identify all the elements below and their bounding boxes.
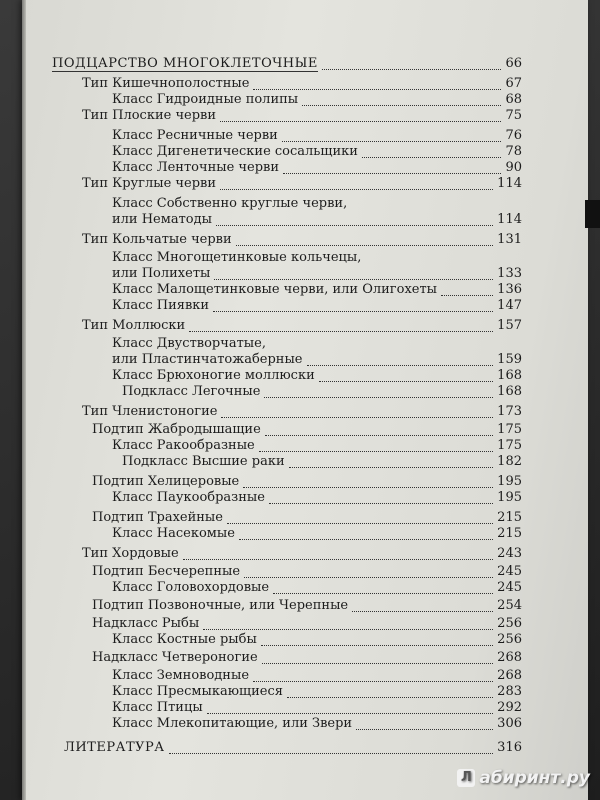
toc-entry-label: Надкласс Четвероногие xyxy=(92,650,258,665)
toc-entry-label: Класс Пиявки xyxy=(112,298,210,313)
toc-entry-page: 133 xyxy=(497,266,522,281)
toc-entry-label: Тип Членистоногие xyxy=(82,404,218,419)
toc-entry-label: Надкласс Рыбы xyxy=(92,616,200,631)
toc-entry-page: 245 xyxy=(497,564,522,579)
toc-entry-page: 292 xyxy=(497,700,522,715)
toc-entry-label: Класс Многощетинковые кольчецы, xyxy=(112,250,362,265)
dot-leader xyxy=(287,681,493,698)
toc-entry-label: Класс Насекомые xyxy=(112,526,235,541)
toc-entry-page: 147 xyxy=(497,298,522,313)
toc-entry-label: Подтип Жабродышащие xyxy=(92,422,261,437)
toc-entry xyxy=(52,716,522,732)
toc-entry-page: 159 xyxy=(497,352,522,367)
dot-leader xyxy=(213,295,493,312)
dot-leader xyxy=(169,737,493,754)
toc-entry-page: 256 xyxy=(497,632,522,647)
toc-entry-page: 243 xyxy=(497,546,522,561)
toc-entry-page: 268 xyxy=(497,668,522,683)
toc-entry xyxy=(52,740,522,756)
toc-entry-page: 136 xyxy=(497,282,522,297)
toc-entry-page: 283 xyxy=(497,684,522,699)
toc-entry-label: Тип Кольчатые черви xyxy=(82,232,232,247)
toc-entry-label: Класс Ракообразные xyxy=(112,438,255,453)
toc-entry-label: Класс Двустворчатые, xyxy=(112,336,266,351)
toc-entry-label: Подтип Хелицеровые xyxy=(92,474,240,489)
dot-leader xyxy=(269,487,493,504)
bookmark-ribbon xyxy=(585,200,600,228)
dot-leader xyxy=(265,419,493,436)
toc-entry-label: Подтип Бесчерепные xyxy=(92,564,241,579)
toc-entry xyxy=(52,212,522,228)
dot-leader xyxy=(203,613,493,630)
toc-entry-label: или Полихеты xyxy=(112,266,211,281)
dot-leader xyxy=(319,365,493,382)
toc-entry-label: Класс Собственно круглые черви, xyxy=(112,196,348,211)
dot-leader xyxy=(261,629,493,646)
dot-leader xyxy=(262,647,493,664)
toc-entry-label: Класс Малощетинковые черви, или Олигохеты xyxy=(112,282,438,297)
toc-entry xyxy=(52,108,522,124)
dot-leader xyxy=(243,471,493,488)
toc-entry-label: ЛИТЕРАТУРА xyxy=(64,740,165,755)
toc-entry-page: 157 xyxy=(497,318,522,333)
toc-entry xyxy=(52,526,522,542)
toc-entry xyxy=(52,384,522,400)
dot-leader xyxy=(302,89,501,106)
toc-entry xyxy=(52,490,522,506)
toc-entry-label: Класс Млекопитающие, или Звери xyxy=(112,716,353,731)
toc-entry xyxy=(52,546,522,562)
toc-entry-page: 306 xyxy=(497,716,522,731)
toc-entry xyxy=(52,176,522,192)
dot-leader xyxy=(307,349,493,366)
dot-leader xyxy=(239,523,493,540)
dot-leader xyxy=(183,543,493,560)
dot-leader xyxy=(236,229,493,246)
toc-entry-label: Тип Круглые черви xyxy=(82,176,216,191)
toc-entry xyxy=(52,298,522,314)
toc-entry-page: 195 xyxy=(497,474,522,489)
dot-leader xyxy=(264,381,493,398)
dot-leader xyxy=(253,73,501,90)
book-spine xyxy=(22,0,26,800)
watermark-text: абиринт.ру xyxy=(479,768,590,788)
toc-entry-label: Тип Кишечнополостные xyxy=(82,76,250,91)
labirint-logo-icon: Л xyxy=(457,769,475,787)
dot-leader xyxy=(220,105,501,122)
toc-entry-page: 75 xyxy=(505,108,522,123)
toc-entry-label: Класс Пресмыкающиеся xyxy=(112,684,283,699)
toc-entry-label: Подкласс Легочные xyxy=(122,384,261,399)
dot-leader xyxy=(214,263,493,280)
dot-leader xyxy=(220,173,493,190)
toc-entry-page: 131 xyxy=(497,232,522,247)
toc-entry-label: или Нематоды xyxy=(112,212,212,227)
toc-entry-label: Подкласс Высшие раки xyxy=(122,454,285,469)
toc-entry-page: 114 xyxy=(497,176,522,191)
toc-entry-page: 78 xyxy=(505,144,522,159)
toc-entry-page: 168 xyxy=(497,384,522,399)
toc-entry-label: Тип Плоские черви xyxy=(82,108,217,123)
toc-entry-page: 175 xyxy=(497,438,522,453)
dot-leader xyxy=(227,507,493,524)
toc-entry xyxy=(52,404,522,420)
toc-entry-page: 168 xyxy=(497,368,522,383)
toc-entry-label: Класс Костные рыбы xyxy=(112,632,257,647)
toc-entry-page: 90 xyxy=(505,160,522,175)
dot-leader xyxy=(207,697,493,714)
toc-entry-page: 245 xyxy=(497,580,522,595)
toc-entry-page: 182 xyxy=(497,454,522,469)
dot-leader xyxy=(283,157,501,174)
toc-entry xyxy=(52,580,522,596)
toc-entry-label: ПОДЦАРСТВО МНОГОКЛЕТОЧНЫЕ xyxy=(52,56,318,71)
toc-entry-page: 254 xyxy=(497,598,522,613)
toc-entry-label: Класс Земноводные xyxy=(112,668,250,683)
toc-entry-label: Класс Ленточные черви xyxy=(112,160,280,175)
dot-leader xyxy=(289,451,493,468)
toc-entry-label: Класс Ресничные черви xyxy=(112,128,278,143)
toc-entry xyxy=(52,598,522,614)
toc-entry-page: 256 xyxy=(497,616,522,631)
toc-entry-label: Тип Моллюски xyxy=(82,318,186,333)
dot-leader xyxy=(259,435,493,452)
toc-entry xyxy=(52,650,522,666)
toc-entry-page: 316 xyxy=(497,740,522,755)
dot-leader xyxy=(282,125,501,142)
toc-entry-page: 68 xyxy=(505,92,522,107)
dot-leader xyxy=(356,713,493,730)
dot-leader xyxy=(216,209,493,226)
toc-entry-page: 114 xyxy=(497,212,522,227)
dot-leader xyxy=(253,665,493,682)
toc-entry xyxy=(52,318,522,334)
toc-entry xyxy=(52,232,522,248)
toc-entry-label: Класс Птицы xyxy=(112,700,203,715)
toc-entry-label: Класс Паукообразные xyxy=(112,490,265,505)
watermark-logo xyxy=(457,768,590,788)
dot-leader xyxy=(273,577,493,594)
dot-leader xyxy=(441,279,493,296)
toc-entry-label: Тип Хордовые xyxy=(82,546,179,561)
toc-entry-page: 215 xyxy=(497,526,522,541)
toc-entry-page: 66 xyxy=(505,56,522,71)
dot-leader xyxy=(352,595,493,612)
toc-entry-label: Класс Гидроидные полипы xyxy=(112,92,299,107)
toc-entry-page: 173 xyxy=(497,404,522,419)
toc-entry-label: Класс Головохордовые xyxy=(112,580,270,595)
dot-leader xyxy=(362,141,501,158)
toc-entry-label: Подтип Трахейные xyxy=(92,510,223,525)
dot-leader xyxy=(244,561,493,578)
toc-entry xyxy=(52,632,522,648)
toc-entry-page: 195 xyxy=(497,490,522,505)
heading-underline xyxy=(52,71,318,72)
toc-entry-page: 175 xyxy=(497,422,522,437)
toc-entry xyxy=(52,56,522,72)
dot-leader xyxy=(322,53,501,70)
toc-entry-label: или Пластинчатожаберные xyxy=(112,352,303,367)
toc-entry-page: 76 xyxy=(505,128,522,143)
dot-leader xyxy=(189,315,493,332)
toc-entry-page: 268 xyxy=(497,650,522,665)
toc-entry-label: Класс Брюхоногие моллюски xyxy=(112,368,315,383)
dot-leader xyxy=(221,401,493,418)
toc-entry-page: 67 xyxy=(505,76,522,91)
toc-entry xyxy=(52,454,522,470)
toc-entry-label: Класс Дигенетические сосальщики xyxy=(112,144,358,159)
toc-entry-page: 215 xyxy=(497,510,522,525)
toc-entry-label: Подтип Позвоночные, или Черепные xyxy=(92,598,349,613)
